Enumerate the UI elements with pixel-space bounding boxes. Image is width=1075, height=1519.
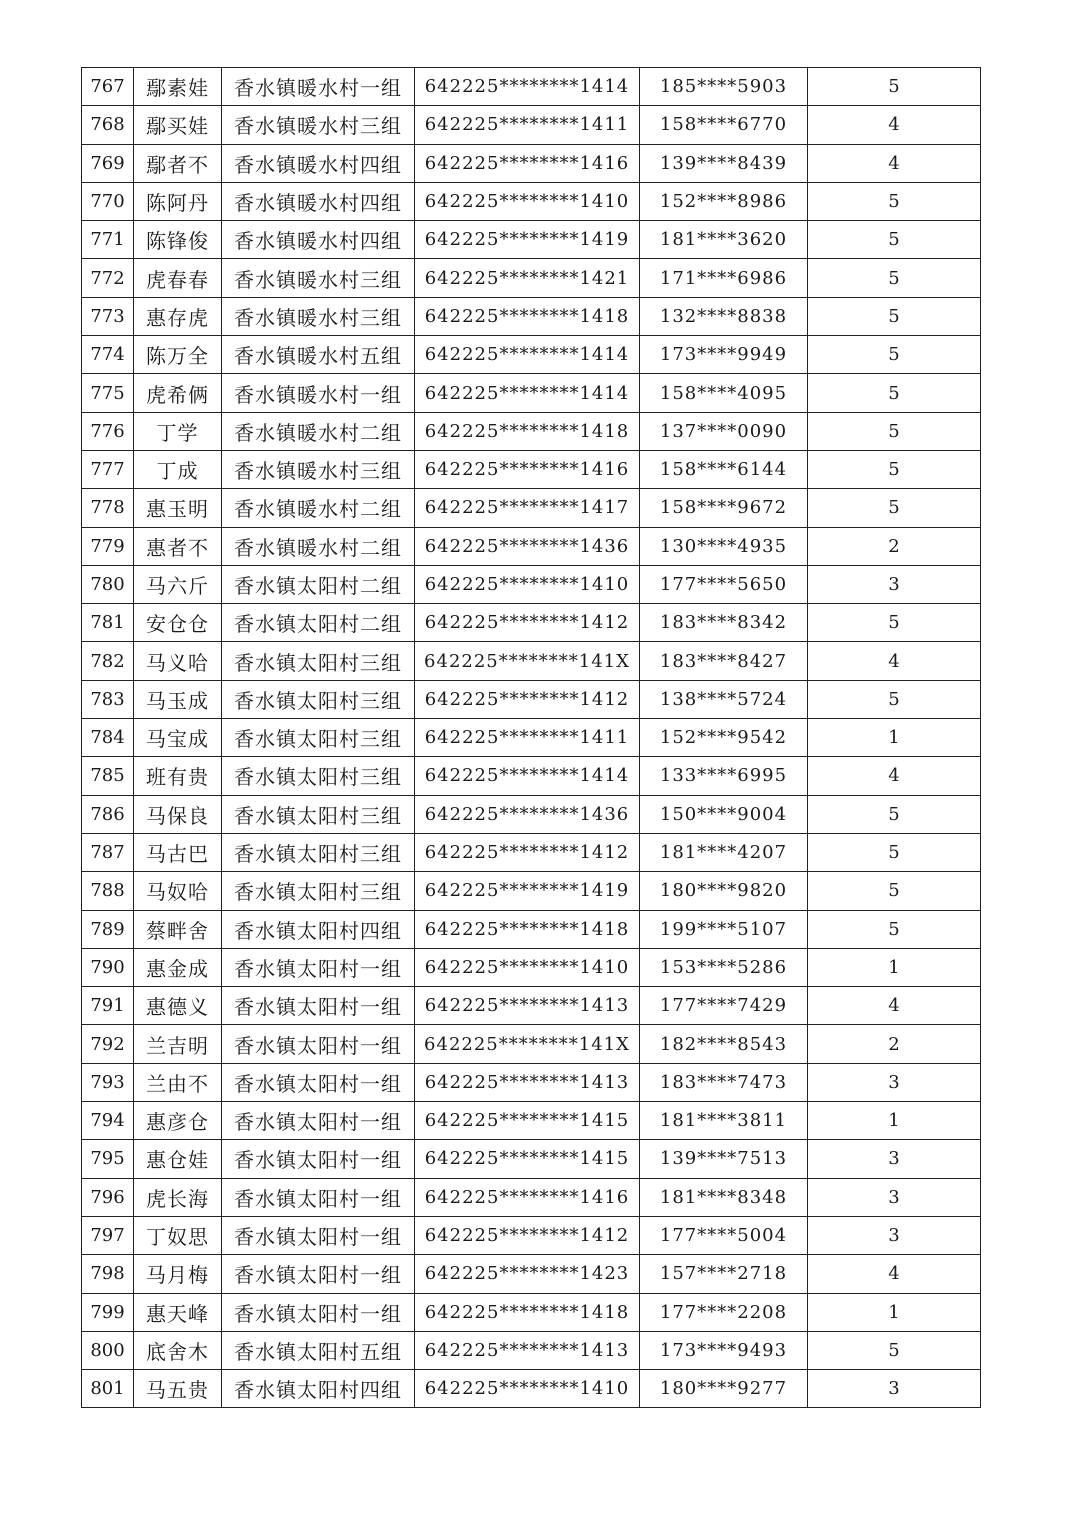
phone-cell: 153****5286 (640, 948, 808, 986)
household-count-cell: 5 (808, 450, 981, 488)
id-number-cell: 642225********141X (415, 642, 640, 680)
id-number-cell: 642225********1418 (415, 1293, 640, 1331)
household-count-cell: 5 (808, 182, 981, 220)
row-number-cell: 774 (82, 336, 134, 374)
row-number-cell: 791 (82, 987, 134, 1025)
id-number-cell: 642225********1414 (415, 336, 640, 374)
row-number-cell: 788 (82, 872, 134, 910)
name-cell: 马六斤 (134, 565, 222, 603)
address-cell: 香水镇太阳村一组 (222, 1063, 415, 1101)
household-count-cell: 5 (808, 297, 981, 335)
phone-cell: 180****9820 (640, 872, 808, 910)
household-count-cell: 4 (808, 1255, 981, 1293)
name-cell: 虎希俩 (134, 374, 222, 412)
phone-cell: 152****8986 (640, 182, 808, 220)
id-number-cell: 642225********141X (415, 1025, 640, 1063)
name-cell: 丁学 (134, 412, 222, 450)
row-number-cell: 789 (82, 910, 134, 948)
address-cell: 香水镇暖水村二组 (222, 489, 415, 527)
address-cell: 香水镇太阳村一组 (222, 948, 415, 986)
row-number-cell: 795 (82, 1140, 134, 1178)
table-row (82, 297, 981, 335)
id-number-cell: 642225********1412 (415, 680, 640, 718)
address-cell: 香水镇太阳村三组 (222, 719, 415, 757)
table-row (82, 374, 981, 412)
address-cell: 香水镇太阳村一组 (222, 1102, 415, 1140)
household-count-cell: 4 (808, 757, 981, 795)
id-number-cell: 642225********1411 (415, 719, 640, 757)
name-cell: 蔡畔舍 (134, 910, 222, 948)
phone-cell: 180****9277 (640, 1370, 808, 1408)
household-count-cell: 5 (808, 795, 981, 833)
household-count-cell: 5 (808, 604, 981, 642)
household-count-cell: 3 (808, 1370, 981, 1408)
table-row (82, 221, 981, 259)
row-number-cell: 771 (82, 221, 134, 259)
row-number-cell: 785 (82, 757, 134, 795)
id-number-cell: 642225********1423 (415, 1255, 640, 1293)
address-cell: 香水镇暖水村三组 (222, 297, 415, 335)
row-number-cell: 796 (82, 1178, 134, 1216)
phone-cell: 183****8342 (640, 604, 808, 642)
table-row (82, 489, 981, 527)
phone-cell: 177****5650 (640, 565, 808, 603)
name-cell: 底舍木 (134, 1331, 222, 1369)
table-row (82, 719, 981, 757)
household-count-cell: 1 (808, 948, 981, 986)
address-cell: 香水镇太阳村一组 (222, 1025, 415, 1063)
row-number-cell: 783 (82, 680, 134, 718)
table-row (82, 833, 981, 871)
phone-cell: 181****8348 (640, 1178, 808, 1216)
table-row (82, 1255, 981, 1293)
table-row (82, 144, 981, 182)
name-cell: 鄢素娃 (134, 68, 222, 106)
phone-cell: 132****8838 (640, 297, 808, 335)
address-cell: 香水镇暖水村三组 (222, 259, 415, 297)
table-row (82, 412, 981, 450)
id-number-cell: 642225********1416 (415, 450, 640, 488)
address-cell: 香水镇太阳村三组 (222, 642, 415, 680)
address-cell: 香水镇暖水村五组 (222, 336, 415, 374)
row-number-cell: 793 (82, 1063, 134, 1101)
address-cell: 香水镇暖水村二组 (222, 412, 415, 450)
row-number-cell: 790 (82, 948, 134, 986)
row-number-cell: 800 (82, 1331, 134, 1369)
household-count-cell: 5 (808, 489, 981, 527)
phone-cell: 177****2208 (640, 1293, 808, 1331)
phone-cell: 138****5724 (640, 680, 808, 718)
name-cell: 惠彦仓 (134, 1102, 222, 1140)
address-cell: 香水镇暖水村四组 (222, 221, 415, 259)
row-number-cell: 781 (82, 604, 134, 642)
phone-cell: 137****0090 (640, 412, 808, 450)
name-cell: 惠金成 (134, 948, 222, 986)
household-count-cell: 1 (808, 1293, 981, 1331)
name-cell: 马月梅 (134, 1255, 222, 1293)
row-number-cell: 778 (82, 489, 134, 527)
address-cell: 香水镇太阳村一组 (222, 1178, 415, 1216)
phone-cell: 181****3811 (640, 1102, 808, 1140)
household-count-cell: 5 (808, 910, 981, 948)
table-row (82, 1178, 981, 1216)
id-number-cell: 642225********1412 (415, 833, 640, 871)
household-count-cell: 5 (808, 336, 981, 374)
row-number-cell: 770 (82, 182, 134, 220)
id-number-cell: 642225********1414 (415, 757, 640, 795)
household-count-cell: 1 (808, 1102, 981, 1140)
row-number-cell: 769 (82, 144, 134, 182)
address-cell: 香水镇暖水村四组 (222, 182, 415, 220)
phone-cell: 182****8543 (640, 1025, 808, 1063)
household-count-cell: 3 (808, 1063, 981, 1101)
table-row (82, 1216, 981, 1254)
name-cell: 陈阿丹 (134, 182, 222, 220)
id-number-cell: 642225********1412 (415, 1216, 640, 1254)
household-count-cell: 5 (808, 259, 981, 297)
phone-cell: 158****6770 (640, 106, 808, 144)
address-cell: 香水镇暖水村一组 (222, 374, 415, 412)
id-number-cell: 642225********1419 (415, 872, 640, 910)
row-number-cell: 776 (82, 412, 134, 450)
name-cell: 兰吉明 (134, 1025, 222, 1063)
name-cell: 惠德义 (134, 987, 222, 1025)
phone-cell: 177****5004 (640, 1216, 808, 1254)
name-cell: 惠仓娃 (134, 1140, 222, 1178)
row-number-cell: 777 (82, 450, 134, 488)
id-number-cell: 642225********1413 (415, 1063, 640, 1101)
name-cell: 马玉成 (134, 680, 222, 718)
row-number-cell: 773 (82, 297, 134, 335)
table-row (82, 987, 981, 1025)
address-cell: 香水镇太阳村三组 (222, 680, 415, 718)
address-cell: 香水镇太阳村一组 (222, 1293, 415, 1331)
id-number-cell: 642225********1415 (415, 1102, 640, 1140)
household-count-cell: 2 (808, 1025, 981, 1063)
phone-cell: 183****7473 (640, 1063, 808, 1101)
id-number-cell: 642225********1414 (415, 374, 640, 412)
id-number-cell: 642225********1413 (415, 1331, 640, 1369)
name-cell: 马宝成 (134, 719, 222, 757)
phone-cell: 139****8439 (640, 144, 808, 182)
id-number-cell: 642225********1436 (415, 795, 640, 833)
table-row (82, 604, 981, 642)
id-number-cell: 642225********1410 (415, 1370, 640, 1408)
id-number-cell: 642225********1412 (415, 604, 640, 642)
address-cell: 香水镇暖水村三组 (222, 106, 415, 144)
table-row (82, 757, 981, 795)
row-number-cell: 798 (82, 1255, 134, 1293)
table-row (82, 68, 981, 106)
row-number-cell: 799 (82, 1293, 134, 1331)
id-number-cell: 642225********1410 (415, 565, 640, 603)
id-number-cell: 642225********1436 (415, 527, 640, 565)
address-cell: 香水镇太阳村四组 (222, 910, 415, 948)
row-number-cell: 797 (82, 1216, 134, 1254)
phone-cell: 133****6995 (640, 757, 808, 795)
household-count-cell: 4 (808, 987, 981, 1025)
name-cell: 马奴哈 (134, 872, 222, 910)
address-cell: 香水镇太阳村三组 (222, 757, 415, 795)
id-number-cell: 642225********1415 (415, 1140, 640, 1178)
phone-cell: 158****9672 (640, 489, 808, 527)
household-count-cell: 3 (808, 1140, 981, 1178)
household-count-cell: 5 (808, 1331, 981, 1369)
row-number-cell: 775 (82, 374, 134, 412)
address-cell: 香水镇暖水村四组 (222, 144, 415, 182)
row-number-cell: 792 (82, 1025, 134, 1063)
row-number-cell: 767 (82, 68, 134, 106)
address-cell: 香水镇太阳村一组 (222, 1216, 415, 1254)
name-cell: 虎春春 (134, 259, 222, 297)
table-row (82, 565, 981, 603)
row-number-cell: 772 (82, 259, 134, 297)
name-cell: 惠存虎 (134, 297, 222, 335)
id-number-cell: 642225********1417 (415, 489, 640, 527)
phone-cell: 158****4095 (640, 374, 808, 412)
id-number-cell: 642225********1419 (415, 221, 640, 259)
household-count-cell: 5 (808, 221, 981, 259)
name-cell: 兰由不 (134, 1063, 222, 1101)
household-count-cell: 5 (808, 833, 981, 871)
household-count-cell: 3 (808, 1178, 981, 1216)
phone-cell: 173****9949 (640, 336, 808, 374)
row-number-cell: 784 (82, 719, 134, 757)
table-row (82, 1063, 981, 1101)
name-cell: 马五贵 (134, 1370, 222, 1408)
household-count-cell: 5 (808, 374, 981, 412)
table-row (82, 1102, 981, 1140)
household-count-cell: 5 (808, 412, 981, 450)
phone-cell: 152****9542 (640, 719, 808, 757)
household-count-cell: 3 (808, 1216, 981, 1254)
household-count-cell: 1 (808, 719, 981, 757)
table-row (82, 1293, 981, 1331)
row-number-cell: 780 (82, 565, 134, 603)
household-count-cell: 2 (808, 527, 981, 565)
household-count-cell: 4 (808, 144, 981, 182)
address-cell: 香水镇太阳村五组 (222, 1331, 415, 1369)
phone-cell: 181****4207 (640, 833, 808, 871)
phone-cell: 130****4935 (640, 527, 808, 565)
row-number-cell: 787 (82, 833, 134, 871)
id-number-cell: 642225********1413 (415, 987, 640, 1025)
row-number-cell: 779 (82, 527, 134, 565)
phone-cell: 150****9004 (640, 795, 808, 833)
phone-cell: 177****7429 (640, 987, 808, 1025)
address-cell: 香水镇太阳村四组 (222, 1370, 415, 1408)
table-row (82, 259, 981, 297)
name-cell: 鄢买娃 (134, 106, 222, 144)
id-number-cell: 642225********1410 (415, 948, 640, 986)
name-cell: 惠天峰 (134, 1293, 222, 1331)
name-cell: 陈锋俊 (134, 221, 222, 259)
phone-cell: 183****8427 (640, 642, 808, 680)
phone-cell: 173****9493 (640, 1331, 808, 1369)
name-cell: 安仓仓 (134, 604, 222, 642)
address-cell: 香水镇太阳村二组 (222, 604, 415, 642)
name-cell: 丁成 (134, 450, 222, 488)
id-number-cell: 642225********1414 (415, 68, 640, 106)
table-row (82, 1025, 981, 1063)
name-cell: 丁奴思 (134, 1216, 222, 1254)
address-cell: 香水镇暖水村一组 (222, 68, 415, 106)
address-cell: 香水镇暖水村三组 (222, 450, 415, 488)
table-row (82, 642, 981, 680)
address-cell: 香水镇太阳村三组 (222, 872, 415, 910)
phone-cell: 171****6986 (640, 259, 808, 297)
name-cell: 马古巴 (134, 833, 222, 871)
id-number-cell: 642225********1418 (415, 412, 640, 450)
row-number-cell: 794 (82, 1102, 134, 1140)
household-count-cell: 4 (808, 106, 981, 144)
table-row (82, 1370, 981, 1408)
household-count-cell: 5 (808, 872, 981, 910)
table-row (82, 182, 981, 220)
id-number-cell: 642225********1411 (415, 106, 640, 144)
name-cell: 马义哈 (134, 642, 222, 680)
name-cell: 班有贵 (134, 757, 222, 795)
id-number-cell: 642225********1416 (415, 144, 640, 182)
household-count-cell: 3 (808, 565, 981, 603)
name-cell: 陈万全 (134, 336, 222, 374)
id-number-cell: 642225********1418 (415, 297, 640, 335)
name-cell: 虎长海 (134, 1178, 222, 1216)
row-number-cell: 782 (82, 642, 134, 680)
address-cell: 香水镇太阳村一组 (222, 1140, 415, 1178)
table-row (82, 680, 981, 718)
address-cell: 香水镇太阳村三组 (222, 795, 415, 833)
id-number-cell: 642225********1416 (415, 1178, 640, 1216)
id-number-cell: 642225********1418 (415, 910, 640, 948)
phone-cell: 158****6144 (640, 450, 808, 488)
table-row (82, 450, 981, 488)
phone-cell: 185****5903 (640, 68, 808, 106)
table-row (82, 872, 981, 910)
address-cell: 香水镇太阳村一组 (222, 1255, 415, 1293)
table-row (82, 106, 981, 144)
records-table (81, 67, 981, 1408)
phone-cell: 139****7513 (640, 1140, 808, 1178)
table-row (82, 1331, 981, 1369)
address-cell: 香水镇太阳村一组 (222, 987, 415, 1025)
id-number-cell: 642225********1421 (415, 259, 640, 297)
row-number-cell: 801 (82, 1370, 134, 1408)
table-row (82, 336, 981, 374)
name-cell: 鄢者不 (134, 144, 222, 182)
row-number-cell: 768 (82, 106, 134, 144)
household-count-cell: 4 (808, 642, 981, 680)
phone-cell: 157****2718 (640, 1255, 808, 1293)
household-count-cell: 5 (808, 680, 981, 718)
address-cell: 香水镇太阳村二组 (222, 565, 415, 603)
records-table-body (82, 68, 981, 1408)
table-row (82, 910, 981, 948)
table-row (82, 1140, 981, 1178)
table-row (82, 948, 981, 986)
name-cell: 马保良 (134, 795, 222, 833)
table-row (82, 795, 981, 833)
name-cell: 惠玉明 (134, 489, 222, 527)
row-number-cell: 786 (82, 795, 134, 833)
table-row (82, 527, 981, 565)
address-cell: 香水镇暖水村二组 (222, 527, 415, 565)
address-cell: 香水镇太阳村三组 (222, 833, 415, 871)
id-number-cell: 642225********1410 (415, 182, 640, 220)
household-count-cell: 5 (808, 68, 981, 106)
name-cell: 惠者不 (134, 527, 222, 565)
phone-cell: 181****3620 (640, 221, 808, 259)
phone-cell: 199****5107 (640, 910, 808, 948)
